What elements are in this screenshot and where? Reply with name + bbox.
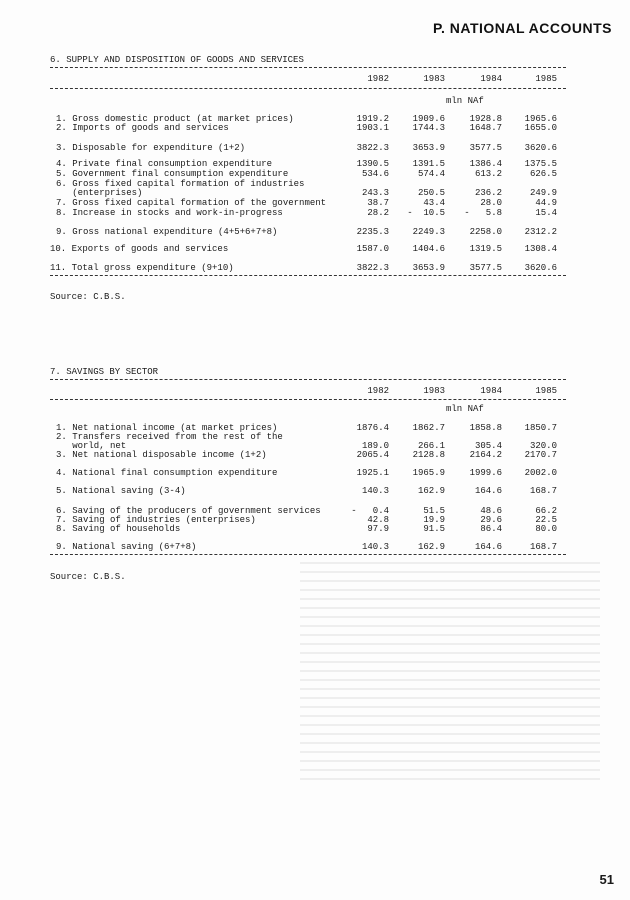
cell-1982: 28.2 <box>367 208 389 218</box>
row-label: 8. Saving of households <box>56 524 181 534</box>
cell-1984: 1648.7 <box>469 123 502 133</box>
cell-1985: 1850.7 <box>524 423 557 433</box>
source-note: Source: C.B.S. <box>50 292 126 302</box>
dashed-rule <box>50 379 566 380</box>
cell-1984: 86.4 <box>480 524 502 534</box>
cell-1984: 613.2 <box>474 169 502 179</box>
show-through-texture <box>300 560 600 780</box>
column-header-1984: 1984 <box>480 386 502 396</box>
dashed-rule <box>50 554 566 555</box>
cell-1985: 2170.7 <box>524 450 557 460</box>
cell-1985: 1375.5 <box>524 159 557 169</box>
cell-1982: 3822.3 <box>356 143 389 153</box>
row-label: 5. National saving (3-4) <box>56 486 186 496</box>
row-label: 4. Private final consumption expenditure <box>56 159 273 169</box>
cell-1984: 164.6 <box>474 486 502 496</box>
cell-1983: 1862.7 <box>412 423 445 433</box>
row-label: 1. Net national income (at market prices) <box>56 423 278 433</box>
cell-1983: 1391.5 <box>412 159 445 169</box>
cell-1983: 2128.8 <box>412 450 445 460</box>
row-label: 1. Gross domestic product (at market prices) <box>56 114 294 124</box>
cell-1985: 1965.6 <box>524 114 557 124</box>
table-title: 7. SAVINGS BY SECTOR <box>50 367 159 377</box>
row-label: 2. Transfers received from the rest of the <box>56 432 283 442</box>
unit-label: mln NAf <box>446 96 484 106</box>
cell-1982: 189.0 <box>361 441 389 451</box>
cell-1985: 320.0 <box>529 441 557 451</box>
cell-1984: 2258.0 <box>469 227 502 237</box>
cell-1983: 43.4 <box>423 198 445 208</box>
cell-1985: 3620.6 <box>524 143 557 153</box>
cell-1984: 3577.5 <box>469 143 502 153</box>
cell-1983: 51.5 <box>423 506 445 516</box>
cell-1983: 162.9 <box>417 542 445 552</box>
cell-1984: 2164.2 <box>469 450 502 460</box>
row-label: 9. Gross national expenditure (4+5+6+7+8) <box>56 227 278 237</box>
row-label: 2. Imports of goods and services <box>56 123 229 133</box>
row-label: 4. National final consumption expenditure <box>56 468 278 478</box>
cell-1982: 1903.1 <box>356 123 389 133</box>
cell-1983: 162.9 <box>417 486 445 496</box>
cell-1982: 1876.4 <box>356 423 389 433</box>
dashed-rule <box>50 275 566 276</box>
dashed-rule <box>50 88 566 89</box>
cell-1985: 66.2 <box>535 506 557 516</box>
column-header-1985: 1985 <box>535 386 557 396</box>
cell-1984: 1858.8 <box>469 423 502 433</box>
cell-1985: 2002.0 <box>524 468 557 478</box>
row-label: world, net <box>56 441 127 451</box>
cell-1983: 1744.3 <box>412 123 445 133</box>
row-label: 11. Total gross expenditure (9+10) <box>50 263 234 273</box>
cell-1985: 22.5 <box>535 515 557 525</box>
dashed-rule <box>50 67 566 68</box>
cell-1982: 42.8 <box>367 515 389 525</box>
row-label: (enterprises) <box>56 188 143 198</box>
cell-1985: 168.7 <box>529 542 557 552</box>
column-header-1985: 1985 <box>535 74 557 84</box>
cell-1983: 3653.9 <box>412 263 445 273</box>
cell-1982: 1587.0 <box>356 244 389 254</box>
cell-1983: 2249.3 <box>412 227 445 237</box>
row-label: 9. National saving (6+7+8) <box>56 542 197 552</box>
cell-1982: 534.6 <box>361 169 389 179</box>
cell-1982: 243.3 <box>361 188 389 198</box>
page-number: 51 <box>599 872 614 887</box>
cell-1983: 1404.6 <box>412 244 445 254</box>
cell-1984: 1319.5 <box>469 244 502 254</box>
cell-1982: 1390.5 <box>356 159 389 169</box>
column-header-1984: 1984 <box>480 74 502 84</box>
cell-1984: 1999.6 <box>469 468 502 478</box>
cell-1984: 1928.8 <box>469 114 502 124</box>
cell-1982: 1925.1 <box>356 468 389 478</box>
row-label: 10. Exports of goods and services <box>50 244 229 254</box>
cell-1983: 19.9 <box>423 515 445 525</box>
cell-1982: 140.3 <box>361 542 389 552</box>
cell-1985: 3620.6 <box>524 263 557 273</box>
column-header-1983: 1983 <box>423 74 445 84</box>
cell-1983: 250.5 <box>417 188 445 198</box>
cell-1982: 1919.2 <box>356 114 389 124</box>
cell-1985: 1655.0 <box>524 123 557 133</box>
cell-1985: 2312.2 <box>524 227 557 237</box>
row-label: 3. Disposable for expenditure (1+2) <box>56 143 246 153</box>
cell-1984: 305.4 <box>474 441 502 451</box>
unit-label: mln NAf <box>446 404 484 414</box>
column-header-1982: 1982 <box>367 386 389 396</box>
column-header-1983: 1983 <box>423 386 445 396</box>
cell-1982: 38.7 <box>367 198 389 208</box>
cell-1985: 1308.4 <box>524 244 557 254</box>
cell-1985: 249.9 <box>529 188 557 198</box>
cell-1985: 626.5 <box>529 169 557 179</box>
row-label: 8. Increase in stocks and work-in-progress <box>56 208 283 218</box>
dashed-rule <box>50 399 566 400</box>
cell-1983: 3653.9 <box>412 143 445 153</box>
cell-1984: 164.6 <box>474 542 502 552</box>
row-label: 6. Gross fixed capital formation of industries <box>56 179 305 189</box>
row-label: 5. Government final consumption expenditure <box>56 169 289 179</box>
cell-1984: 48.6 <box>480 506 502 516</box>
source-note: Source: C.B.S. <box>50 572 126 582</box>
cell-1985: 44.9 <box>535 198 557 208</box>
cell-1982: - 0.4 <box>351 506 389 516</box>
cell-1984: 29.6 <box>480 515 502 525</box>
table-title: 6. SUPPLY AND DISPOSITION OF GOODS AND SERVICES <box>50 55 304 65</box>
section-header: P. NATIONAL ACCOUNTS <box>432 20 612 36</box>
cell-1985: 168.7 <box>529 486 557 496</box>
cell-1984: 1386.4 <box>469 159 502 169</box>
cell-1983: - 10.5 <box>407 208 445 218</box>
cell-1984: 236.2 <box>474 188 502 198</box>
cell-1984: - 5.8 <box>464 208 502 218</box>
cell-1982: 2065.4 <box>356 450 389 460</box>
cell-1983: 266.1 <box>417 441 445 451</box>
cell-1982: 140.3 <box>361 486 389 496</box>
column-header-1982: 1982 <box>367 74 389 84</box>
cell-1985: 80.0 <box>535 524 557 534</box>
row-label: 3. Net national disposable income (1+2) <box>56 450 267 460</box>
cell-1982: 2235.3 <box>356 227 389 237</box>
cell-1984: 3577.5 <box>469 263 502 273</box>
cell-1983: 91.5 <box>423 524 445 534</box>
row-label: 7. Saving of industries (enterprises) <box>56 515 256 525</box>
cell-1985: 15.4 <box>535 208 557 218</box>
row-label: 7. Gross fixed capital formation of the government <box>56 198 327 208</box>
cell-1984: 28.0 <box>480 198 502 208</box>
cell-1983: 574.4 <box>417 169 445 179</box>
cell-1983: 1909.6 <box>412 114 445 124</box>
cell-1983: 1965.9 <box>412 468 445 478</box>
cell-1982: 97.9 <box>367 524 389 534</box>
row-label: 6. Saving of the producers of government services <box>56 506 321 516</box>
cell-1982: 3822.3 <box>356 263 389 273</box>
